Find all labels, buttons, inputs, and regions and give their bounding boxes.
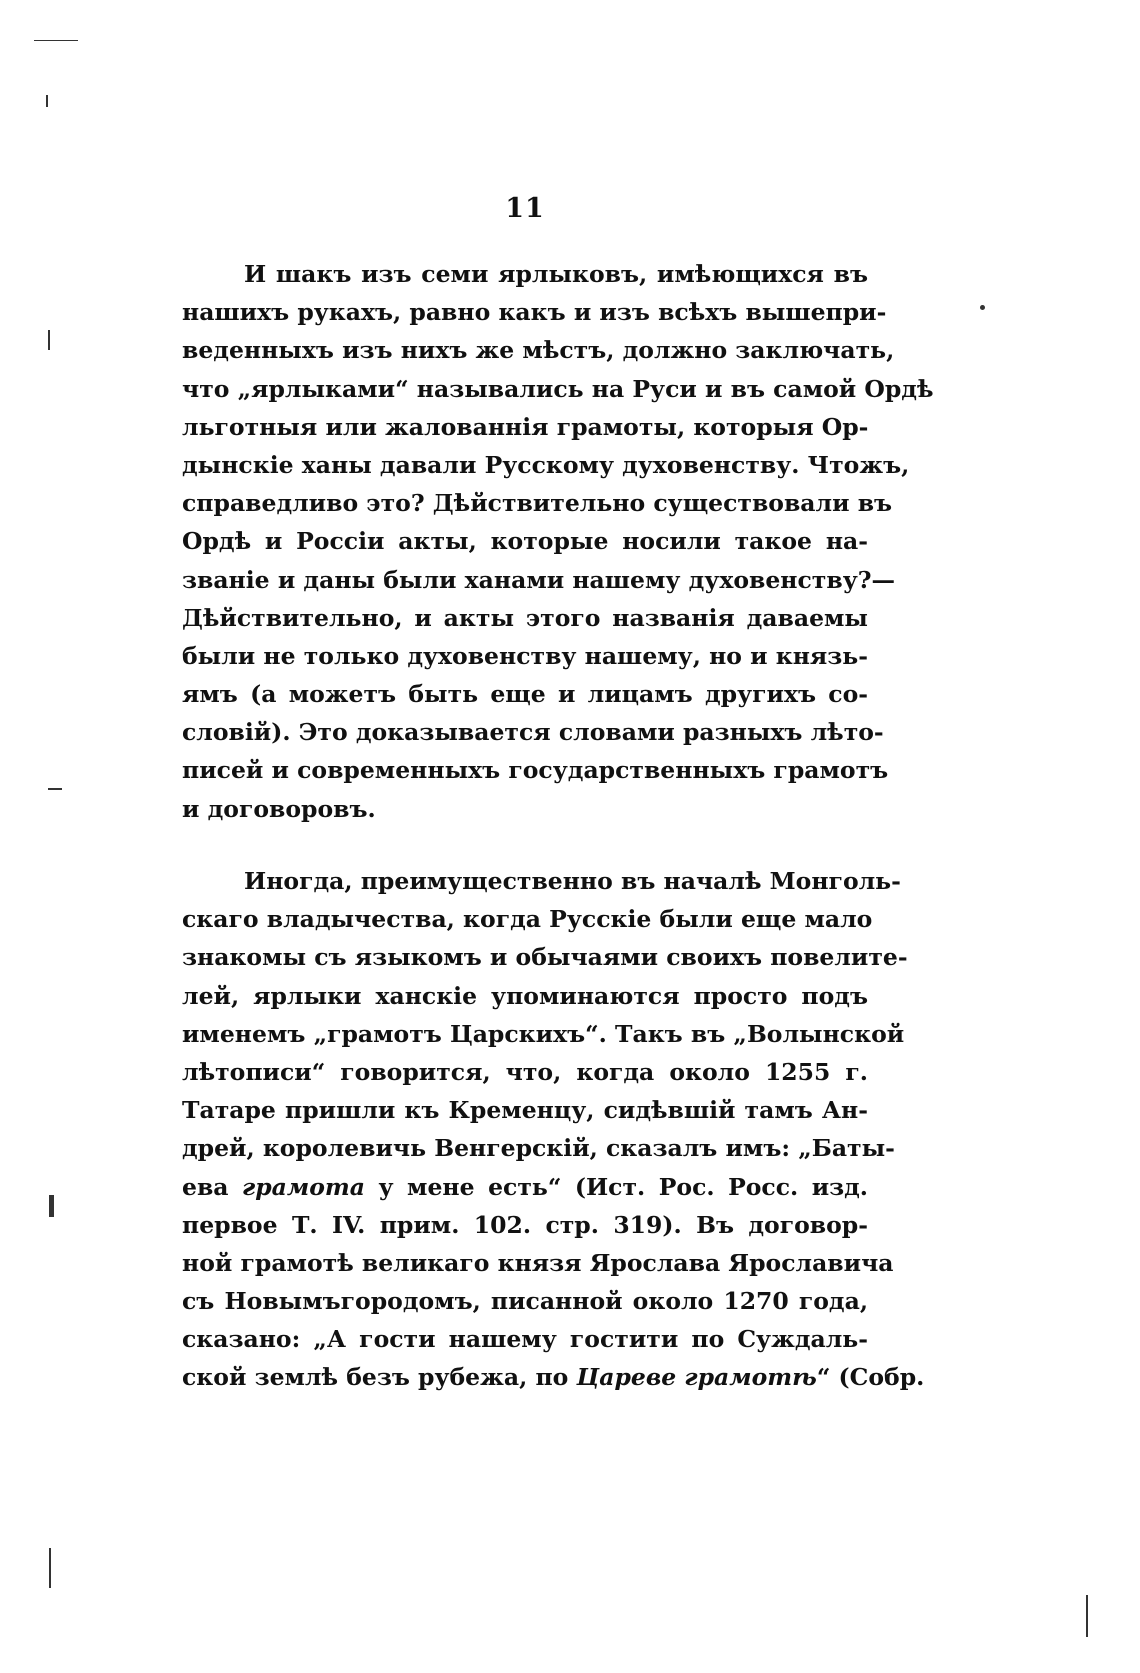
text-line: съ Новымъгородомъ, писанной около 1270 года, bbox=[182, 1287, 868, 1316]
paragraph-1 bbox=[182, 255, 934, 828]
text-line: нашихъ рукахъ, равно какъ и изъ всѣхъ вышепри- bbox=[182, 298, 887, 327]
text-line: и договоровъ. bbox=[182, 794, 376, 823]
scan-mark bbox=[48, 330, 50, 350]
text-line: скаго владычества, когда Русскіе были еще мало bbox=[182, 905, 873, 934]
scan-mark bbox=[49, 1548, 51, 1588]
text-line bbox=[182, 1358, 925, 1396]
italic-phrase: Цареве грамотѣ bbox=[576, 1363, 817, 1392]
text-line: И шакъ изъ семи ярлыковъ, имѣющихся въ bbox=[244, 260, 868, 288]
text-line: Иногда, преимущественно въ началѣ Монголь- bbox=[244, 867, 901, 895]
text-line: именемъ „грамотъ Царскихъ“. Такъ въ „Волынской bbox=[182, 1019, 905, 1048]
text-fragment: у мене есть“ (Ист. Рос. Росс. изд. bbox=[378, 1172, 868, 1201]
text-line: льготныя или жалованнія грамоты, которыя Ор- bbox=[182, 412, 869, 441]
text-fragment: ева bbox=[182, 1172, 229, 1201]
text-line: Дѣйствительно, и акты этого названія даваемы bbox=[182, 603, 868, 632]
scan-mark bbox=[46, 95, 48, 107]
text-line: были не только духовенству нашему, но и князь- bbox=[182, 641, 868, 670]
text-line bbox=[182, 1168, 868, 1206]
scan-mark bbox=[1086, 1595, 1088, 1637]
text-line: ной грамотѣ великаго князя Ярослава Ярославича bbox=[182, 1248, 894, 1277]
text-fragment: “ (Собр. bbox=[816, 1363, 925, 1392]
italic-word: грамота bbox=[242, 1172, 366, 1201]
scan-mark bbox=[48, 788, 62, 790]
text-line: Ордѣ и Россіи акты, которые носили такое на- bbox=[182, 527, 868, 556]
text-line: справедливо это? Дѣйствительно существовали въ bbox=[182, 489, 893, 518]
scan-mark bbox=[49, 1195, 54, 1217]
text-line: писей и современныхъ государственныхъ грамотъ bbox=[182, 756, 889, 785]
text-line: лей, ярлыки ханскіе упоминаются просто подъ bbox=[182, 981, 868, 1010]
text-line: веденныхъ изъ нихъ же мѣстъ, должно заключать, bbox=[182, 336, 895, 365]
text-line: словій). Это доказывается словами разныхъ лѣто- bbox=[182, 718, 884, 747]
text-line: Татаре пришли къ Кременцу, сидѣвшій тамъ Ан- bbox=[182, 1096, 868, 1125]
text-fragment: ской землѣ безъ рубежа, по bbox=[182, 1363, 569, 1392]
text-line: сказано: „А гости нашему гостити по Суждаль- bbox=[182, 1325, 868, 1354]
paragraph-2 bbox=[182, 862, 925, 1397]
scan-mark bbox=[980, 305, 985, 310]
text-line: знакомы съ языкомъ и обычаями своихъ повелите- bbox=[182, 943, 908, 972]
text-line: званіе и даны были ханами нашему духовенству?— bbox=[182, 565, 896, 594]
text-line: ямъ (а можетъ быть еще и лицамъ другихъ со- bbox=[182, 680, 868, 709]
text-line: лѣтописи“ говорится, что, когда около 1255 г. bbox=[182, 1057, 868, 1086]
text-line: дынскіе ханы давали Русскому духовенству. Чтожъ, bbox=[182, 450, 910, 479]
scan-mark bbox=[34, 40, 78, 41]
text-line: первое Т. IV. прим. 102. стр. 319). Въ договор- bbox=[182, 1210, 868, 1239]
text-line: что „ярлыками“ назывались на Руси и въ самой Ордѣ bbox=[182, 374, 934, 403]
page-number: 11 bbox=[505, 193, 545, 224]
text-line: дрей, королевичь Венгерскій, сказалъ имъ: „Баты- bbox=[182, 1134, 895, 1163]
